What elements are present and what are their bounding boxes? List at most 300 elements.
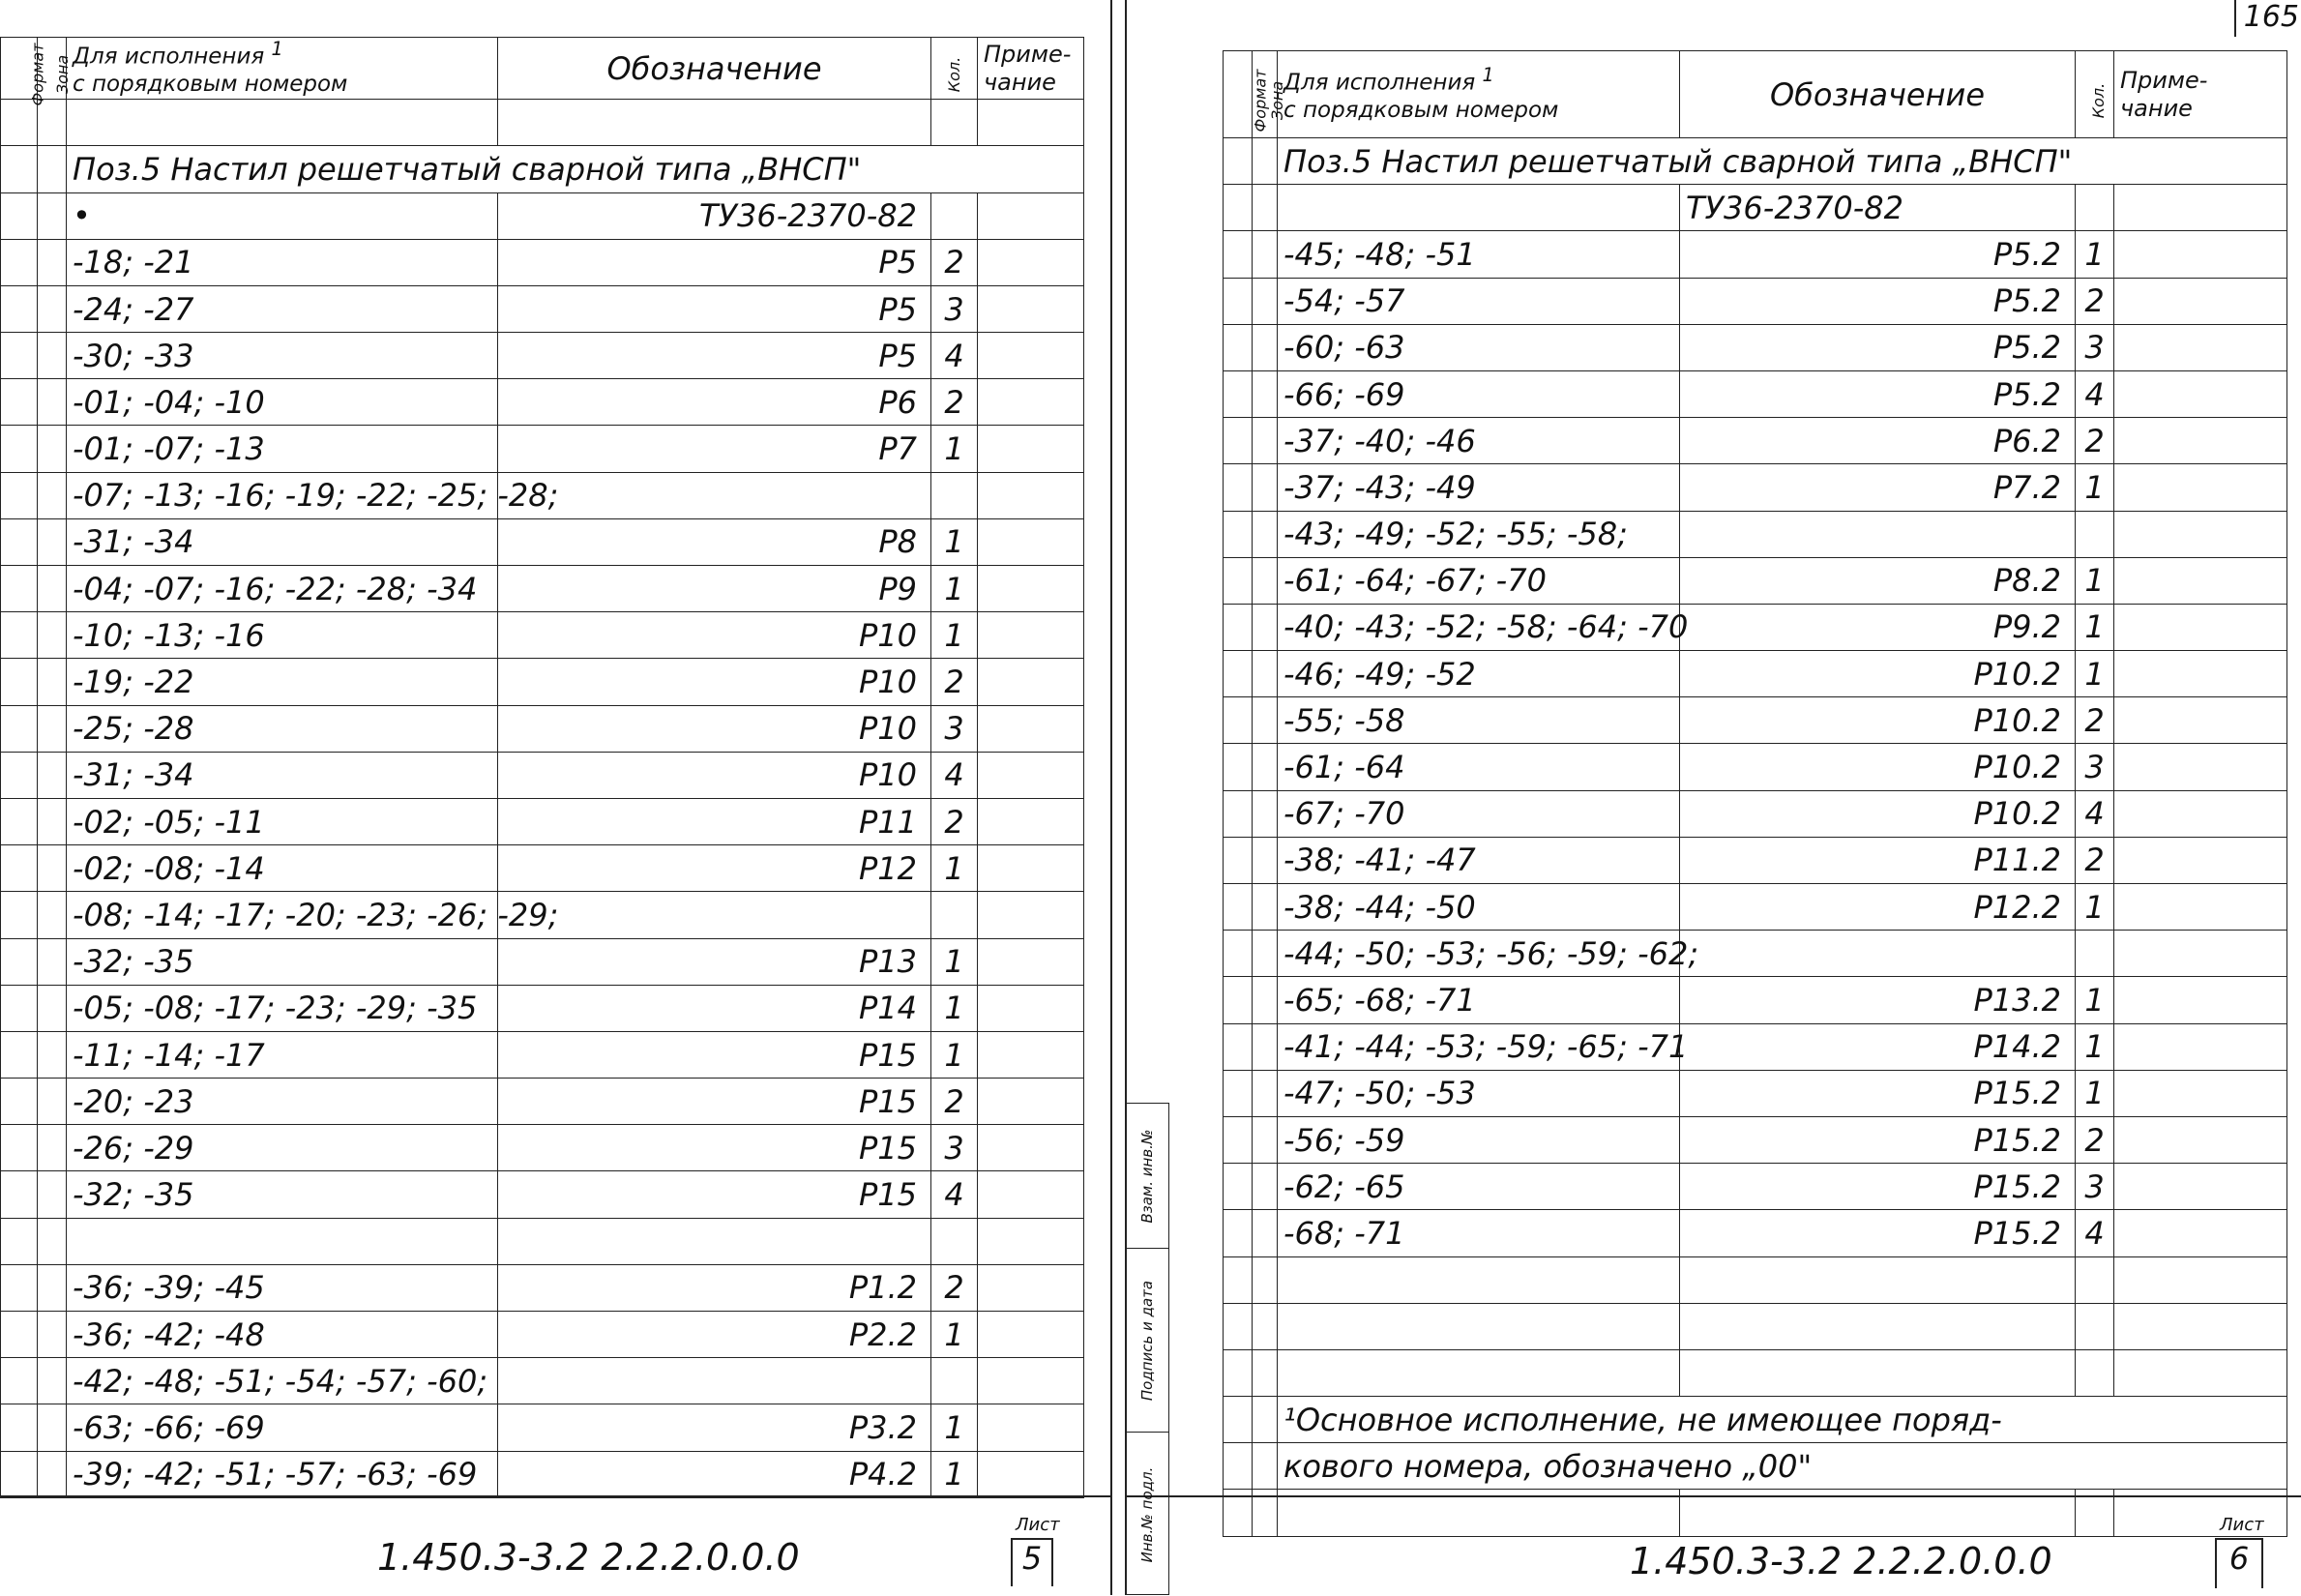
- zone-cell: [38, 892, 67, 938]
- zone-cell: [38, 100, 67, 146]
- inv-orig-cell: Инв.№ подл.: [1138, 1466, 1156, 1562]
- note-cell: [978, 752, 1084, 798]
- table-row: [1224, 1116, 2287, 1163]
- table-row: [1224, 1443, 2287, 1490]
- designation-cell: Р15: [498, 1079, 931, 1125]
- qty-header: Кол.: [931, 38, 978, 100]
- format-cell: [1, 705, 38, 752]
- execution-number-cell: [1278, 1256, 1680, 1303]
- execution-number-cell: -10; -13; -16: [67, 612, 498, 659]
- sheet-left: [0, 0, 1112, 1595]
- designation-cell: Р6: [498, 379, 931, 426]
- designation-cell: Р5.2: [1680, 324, 2076, 370]
- page-number: 165: [2234, 0, 2299, 37]
- note-cell: [978, 1031, 1084, 1078]
- format-cell: [1, 1125, 38, 1171]
- table-row: [1, 892, 1084, 938]
- note-cell: [978, 1404, 1084, 1451]
- quantity-cell: [931, 1218, 978, 1264]
- execution-number-cell: -02; -05; -11: [67, 798, 498, 844]
- execution-number-cell: -55; -58: [1278, 697, 1680, 744]
- execution-number-cell: -46; -49; -52: [1278, 651, 1680, 697]
- format-cell: [1, 892, 38, 938]
- note-cell: [2114, 1210, 2287, 1256]
- zone-header: Зона: [1253, 51, 1278, 138]
- format-cell: [1, 518, 38, 565]
- format-cell: [1, 1451, 38, 1497]
- table-row: [1224, 1210, 2287, 1256]
- note-cell: [978, 892, 1084, 938]
- quantity-cell: [931, 892, 978, 938]
- designation-cell: [498, 892, 931, 938]
- note-cell: [978, 472, 1084, 518]
- quantity-cell: 4: [2076, 370, 2114, 417]
- execution-number-cell: -68; -71: [1278, 1210, 1680, 1256]
- execution-number-cell: -02; -08; -14: [67, 845, 498, 892]
- zone-cell: [1253, 1349, 1278, 1396]
- note-cell: [2114, 278, 2287, 324]
- sign-date-cell: Подпись и дата: [1126, 1249, 1168, 1433]
- note-cell: [978, 192, 1084, 239]
- designation-cell: Р5: [498, 333, 931, 379]
- zone-cell: [1253, 744, 1278, 790]
- format-cell: [1224, 697, 1253, 744]
- note-cell: [2114, 837, 2287, 883]
- execution-number-cell: -45; -48; -51: [1278, 231, 1680, 278]
- quantity-cell: 4: [931, 333, 978, 379]
- zone-cell: [38, 1079, 67, 1125]
- table-row: [1224, 604, 2287, 650]
- note-cell: [2114, 464, 2287, 511]
- zone-cell: [1253, 790, 1278, 837]
- zone-cell: [38, 1218, 67, 1264]
- table-row: [1, 100, 1084, 146]
- quantity-cell: 2: [931, 379, 978, 426]
- note-cell: [2114, 744, 2287, 790]
- quantity-cell: 3: [931, 705, 978, 752]
- zone-cell: [38, 705, 67, 752]
- zone-cell: [1253, 1397, 1278, 1443]
- table-row: [1224, 418, 2287, 464]
- quantity-cell: 3: [2076, 744, 2114, 790]
- format-cell: [1224, 1443, 1253, 1490]
- designation-cell: [1680, 931, 2076, 977]
- zone-cell: [38, 285, 67, 332]
- execution-number-cell: -38; -44; -50: [1278, 884, 1680, 931]
- table-row: [1, 1171, 1084, 1218]
- designation-cell: Р10.2: [1680, 790, 2076, 837]
- execution-number-cell: •: [67, 192, 498, 239]
- table-row: [1224, 557, 2287, 604]
- designation-cell: Р14.2: [1680, 1023, 2076, 1070]
- title-block-left: [0, 1495, 1110, 1595]
- sheet-right: [1125, 0, 2299, 1595]
- zone-cell: [1253, 884, 1278, 931]
- quantity-cell: 2: [931, 239, 978, 285]
- format-cell: [1224, 1303, 1253, 1349]
- note-cell: [2114, 1349, 2287, 1396]
- quantity-cell: 2: [2076, 837, 2114, 883]
- note-cell: [978, 1451, 1084, 1497]
- format-cell: [1, 285, 38, 332]
- format-cell: [1, 659, 38, 705]
- quantity-cell: 2: [2076, 278, 2114, 324]
- note-cell: [2114, 931, 2287, 977]
- format-cell: [1, 472, 38, 518]
- footnote-text: кового номера, обозначено „00": [1278, 1443, 2287, 1490]
- table-row: [1224, 1070, 2287, 1116]
- quantity-cell: 2: [931, 798, 978, 844]
- table-row: [1224, 1023, 2287, 1070]
- note-cell: [2114, 1303, 2287, 1349]
- table-row: [1224, 697, 2287, 744]
- designation-cell: [498, 1218, 931, 1264]
- zone-cell: [1253, 1256, 1278, 1303]
- format-cell: [1, 426, 38, 472]
- execution-number-cell: -66; -69: [1278, 370, 1680, 417]
- zone-cell: [38, 1125, 67, 1171]
- zone-cell: [1253, 1303, 1278, 1349]
- quantity-cell: 3: [931, 1125, 978, 1171]
- quantity-cell: 1: [931, 566, 978, 612]
- format-cell: [1224, 418, 1253, 464]
- designation-cell: Р10.2: [1680, 744, 2076, 790]
- execution-number-cell: -25; -28: [67, 705, 498, 752]
- zone-cell: [38, 518, 67, 565]
- quantity-cell: 2: [2076, 1116, 2114, 1163]
- note-cell: [2114, 790, 2287, 837]
- execution-number-cell: -39; -42; -51; -57; -63; -69: [67, 1451, 498, 1497]
- table-row: [1, 612, 1084, 659]
- execution-number-cell: -61; -64; -67; -70: [1278, 557, 1680, 604]
- note-cell: [2114, 1116, 2287, 1163]
- format-header: Формат: [1, 38, 38, 100]
- zone-cell: [1253, 604, 1278, 650]
- designation-cell: Р15.2: [1680, 1210, 2076, 1256]
- format-cell: [1224, 185, 1253, 231]
- note-cell: [2114, 884, 2287, 931]
- execution-number-cell: -26; -29: [67, 1125, 498, 1171]
- format-cell: [1224, 931, 1253, 977]
- table-row: [1, 239, 1084, 285]
- note-cell: [978, 798, 1084, 844]
- quantity-cell: 1: [2076, 464, 2114, 511]
- execution-number-cell: -54; -57: [1278, 278, 1680, 324]
- quantity-cell: 1: [931, 985, 978, 1031]
- quantity-cell: 4: [2076, 1210, 2114, 1256]
- zone-cell: [1253, 278, 1278, 324]
- format-cell: [1224, 884, 1253, 931]
- quantity-cell: 2: [2076, 418, 2114, 464]
- table-row: [1224, 511, 2287, 557]
- table-row: [1, 985, 1084, 1031]
- zone-cell: [38, 333, 67, 379]
- designation-cell: Р15: [498, 1031, 931, 1078]
- footnote-text: ¹Основное исполнение, не имеющее поряд-: [1278, 1397, 2287, 1443]
- quantity-cell: [931, 192, 978, 239]
- quantity-cell: 3: [2076, 324, 2114, 370]
- quantity-cell: 2: [931, 1079, 978, 1125]
- table-row: [1224, 977, 2287, 1023]
- zone-cell: [1253, 557, 1278, 604]
- execution-number-cell: -07; -13; -16; -19; -22; -25; -28;: [67, 472, 498, 518]
- quantity-cell: 1: [931, 1451, 978, 1497]
- execution-number-cell: -32; -35: [67, 1171, 498, 1218]
- format-cell: [1224, 977, 1253, 1023]
- document-code: 1.450.3-3.2 2.2.2.0.0.0: [1630, 1540, 2052, 1582]
- designation-cell: Р5: [498, 239, 931, 285]
- note-cell: [2114, 511, 2287, 557]
- zone-cell: [38, 239, 67, 285]
- quantity-cell: 1: [931, 845, 978, 892]
- format-cell: [1, 752, 38, 798]
- table-row: [1, 1358, 1084, 1404]
- zone-cell: [1253, 1116, 1278, 1163]
- designation-cell: Р6.2: [1680, 418, 2076, 464]
- zone-cell: [38, 1404, 67, 1451]
- execution-number-cell: -36; -42; -48: [67, 1312, 498, 1358]
- zone-cell: [38, 798, 67, 844]
- format-cell: [1, 1404, 38, 1451]
- execution-number-cell: -05; -08; -17; -23; -29; -35: [67, 985, 498, 1031]
- execution-number-cell: -20; -23: [67, 1079, 498, 1125]
- table-row: [1, 1312, 1084, 1358]
- table-header: [1224, 51, 2287, 138]
- table-row: [1224, 931, 2287, 977]
- quantity-cell: 2: [2076, 697, 2114, 744]
- table-row: [1224, 1303, 2287, 1349]
- table-row: [1, 1031, 1084, 1078]
- execution-number-cell: -38; -41; -47: [1278, 837, 1680, 883]
- sheet-number: 6: [2215, 1538, 2263, 1588]
- section-title: Поз.5 Настил решетчатый сварной типа „ВНСП": [67, 146, 1084, 192]
- note-cell: [2114, 697, 2287, 744]
- format-cell: [1, 1312, 38, 1358]
- table-row: [1224, 370, 2287, 417]
- zone-cell: [38, 1171, 67, 1218]
- note-cell: [2114, 1256, 2287, 1303]
- replaced-inv-cell: Взам. инв.№: [1126, 1104, 1168, 1249]
- format-cell: [1, 566, 38, 612]
- quantity-cell: [2076, 1349, 2114, 1396]
- designation-cell: [498, 1358, 931, 1404]
- zone-cell: [38, 472, 67, 518]
- format-cell: [1, 1079, 38, 1125]
- zone-cell: [38, 146, 67, 192]
- execution-number-cell: -56; -59: [1278, 1116, 1680, 1163]
- zone-cell: [38, 985, 67, 1031]
- quantity-cell: 1: [931, 612, 978, 659]
- quantity-cell: 1: [931, 1404, 978, 1451]
- format-cell: [1, 192, 38, 239]
- execution-number-cell: -36; -39; -45: [67, 1264, 498, 1311]
- note-cell: [2114, 370, 2287, 417]
- designation-cell: Р9.2: [1680, 604, 2076, 650]
- quantity-cell: 1: [2076, 977, 2114, 1023]
- zone-cell: [1253, 185, 1278, 231]
- quantity-cell: 4: [2076, 790, 2114, 837]
- quantity-cell: 2: [931, 1264, 978, 1311]
- zone-cell: [38, 659, 67, 705]
- note-cell: [978, 1079, 1084, 1125]
- note-header: Приме- чание: [978, 38, 1084, 100]
- format-cell: [1, 1171, 38, 1218]
- format-cell: [1224, 837, 1253, 883]
- table-row: [1, 518, 1084, 565]
- designation-cell: Р9: [498, 566, 931, 612]
- zone-cell: [38, 1451, 67, 1497]
- zone-cell: [38, 1264, 67, 1311]
- quantity-cell: 4: [931, 752, 978, 798]
- format-cell: [1224, 1070, 1253, 1116]
- execution-number-cell: -08; -14; -17; -20; -23; -26; -29;: [67, 892, 498, 938]
- format-cell: [1, 1358, 38, 1404]
- quantity-cell: 3: [2076, 1164, 2114, 1210]
- zone-cell: [1253, 511, 1278, 557]
- execution-number-cell: -19; -22: [67, 659, 498, 705]
- designation-cell: Р15: [498, 1125, 931, 1171]
- execution-number-cell: -67; -70: [1278, 790, 1680, 837]
- execution-number-cell: -62; -65: [1278, 1164, 1680, 1210]
- note-cell: [978, 1218, 1084, 1264]
- quantity-cell: [2076, 1303, 2114, 1349]
- execution-number-cell: -47; -50; -53: [1278, 1070, 1680, 1116]
- table-row: [1224, 1349, 2287, 1396]
- note-cell: [978, 566, 1084, 612]
- table-row: [1224, 138, 2287, 185]
- format-cell: [1, 938, 38, 985]
- zone-cell: [1253, 1210, 1278, 1256]
- table-header: [1, 38, 1084, 100]
- execution-number-cell: -37; -40; -46: [1278, 418, 1680, 464]
- table-row: [1, 1079, 1084, 1125]
- designation-cell: Р10.2: [1680, 697, 2076, 744]
- quantity-cell: [931, 100, 978, 146]
- note-cell: [978, 379, 1084, 426]
- format-cell: [1, 845, 38, 892]
- note-cell: [978, 333, 1084, 379]
- table-row: [1, 705, 1084, 752]
- table-row: [1224, 324, 2287, 370]
- table-row: [1224, 231, 2287, 278]
- execution-number-cell: -18; -21: [67, 239, 498, 285]
- note-cell: [978, 612, 1084, 659]
- format-cell: [1224, 278, 1253, 324]
- table-row: [1, 752, 1084, 798]
- quantity-cell: 1: [2076, 651, 2114, 697]
- designation-cell: Р14: [498, 985, 931, 1031]
- zone-cell: [1253, 931, 1278, 977]
- execution-number-cell: -31; -34: [67, 518, 498, 565]
- note-cell: [978, 518, 1084, 565]
- table-row: [1224, 278, 2287, 324]
- designation-cell: Р8: [498, 518, 931, 565]
- designation-cell: Р3.2: [498, 1404, 931, 1451]
- note-cell: [978, 426, 1084, 472]
- zone-cell: [38, 845, 67, 892]
- format-header: Формат: [1224, 51, 1253, 138]
- table-row: [1, 1125, 1084, 1171]
- format-cell: [1224, 1116, 1253, 1163]
- table-row: [1224, 790, 2287, 837]
- designation-cell: Р11: [498, 798, 931, 844]
- quantity-cell: 1: [2076, 604, 2114, 650]
- execution-number-cell: -01; -04; -10: [67, 379, 498, 426]
- designation-cell: Р11.2: [1680, 837, 2076, 883]
- format-cell: [1224, 231, 1253, 278]
- designation-cell: Р13: [498, 938, 931, 985]
- format-cell: [1224, 1023, 1253, 1070]
- execution-number-cell: -01; -07; -13: [67, 426, 498, 472]
- zone-cell: [38, 1312, 67, 1358]
- designation-cell: Р10: [498, 752, 931, 798]
- sheet-label: Лист: [2220, 1515, 2264, 1535]
- designation-cell: Р10: [498, 659, 931, 705]
- note-cell: [978, 705, 1084, 752]
- quantity-cell: 1: [931, 518, 978, 565]
- note-cell: [978, 1171, 1084, 1218]
- note-cell: [2114, 418, 2287, 464]
- execution-number-cell: -42; -48; -51; -54; -57; -60;: [67, 1358, 498, 1404]
- note-cell: [2114, 185, 2287, 231]
- format-cell: [1224, 604, 1253, 650]
- format-cell: [1224, 324, 1253, 370]
- note-cell: [978, 1264, 1084, 1311]
- sheet-number: 5: [1011, 1538, 1053, 1586]
- spec-table-left: [0, 37, 1084, 1498]
- designation-cell: Р13.2: [1680, 977, 2076, 1023]
- note-cell: [978, 985, 1084, 1031]
- note-cell: [978, 938, 1084, 985]
- zone-cell: [1253, 697, 1278, 744]
- format-cell: [1, 798, 38, 844]
- table-row: [1, 566, 1084, 612]
- designation-cell: Р2.2: [498, 1312, 931, 1358]
- designation-cell: Р8.2: [1680, 557, 2076, 604]
- format-cell: [1224, 370, 1253, 417]
- execution-number-cell: -40; -43; -52; -58; -64; -70: [1278, 604, 1680, 650]
- note-cell: [978, 1125, 1084, 1171]
- note-cell: [978, 239, 1084, 285]
- note-cell: [978, 1358, 1084, 1404]
- quantity-cell: 4: [931, 1171, 978, 1218]
- designation-cell: [498, 472, 931, 518]
- quantity-cell: [2076, 931, 2114, 977]
- execution-number-cell: [1278, 1303, 1680, 1349]
- execution-number-cell: [1278, 185, 1680, 231]
- table-row: [1, 285, 1084, 332]
- zone-cell: [1253, 1070, 1278, 1116]
- execution-number-cell: -24; -27: [67, 285, 498, 332]
- format-cell: [1, 379, 38, 426]
- note-cell: [978, 1312, 1084, 1358]
- sheet-label: Лист: [1016, 1515, 1060, 1535]
- execution-number-cell: -63; -66; -69: [67, 1404, 498, 1451]
- table-row: [1, 938, 1084, 985]
- quantity-cell: [931, 1358, 978, 1404]
- execution-number-cell: -41; -44; -53; -59; -65; -71: [1278, 1023, 1680, 1070]
- format-cell: [1, 239, 38, 285]
- execution-number-cell: [67, 1218, 498, 1264]
- designation-cell: [1680, 511, 2076, 557]
- format-cell: [1, 985, 38, 1031]
- zone-cell: [38, 1358, 67, 1404]
- zone-cell: [1253, 651, 1278, 697]
- table-row: [1224, 837, 2287, 883]
- execution-number-cell: [67, 100, 498, 146]
- table-row: [1, 333, 1084, 379]
- execution-number-cell: -65; -68; -71: [1278, 977, 1680, 1023]
